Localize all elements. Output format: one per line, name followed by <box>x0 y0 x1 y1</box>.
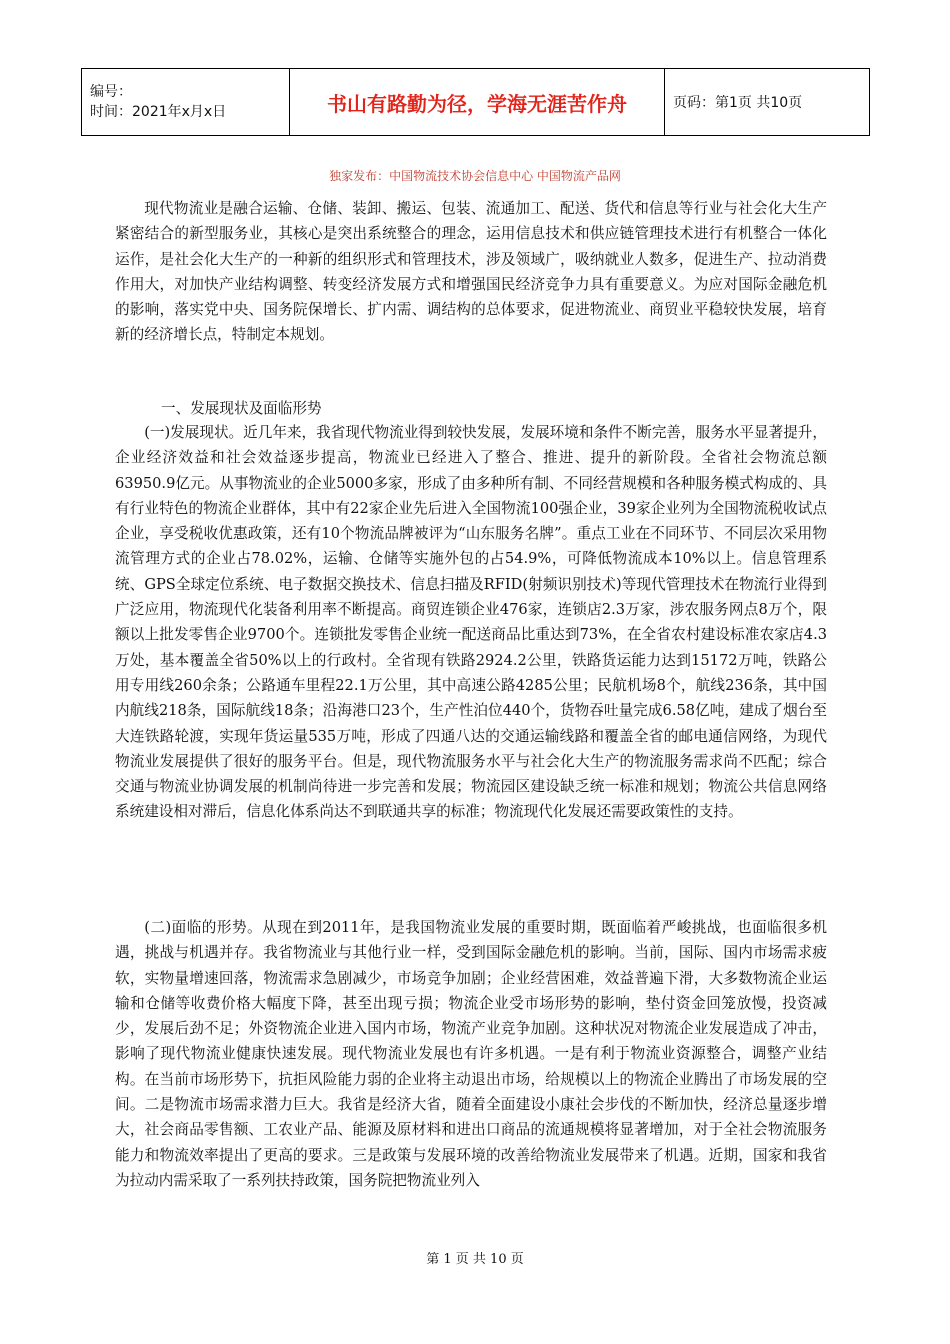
header-left-cell <box>82 69 290 136</box>
page-footer: 第 1 页 共 10 页 <box>426 1252 524 1267</box>
intro-paragraph-block <box>115 196 827 348</box>
status-paragraph-block <box>115 420 827 825</box>
header-motto: 书山有路勤为径，学海无涯苦作舟 <box>290 69 665 136</box>
document-date: 时间：2021年x月x日 <box>90 104 227 120</box>
document-number-label: 编号： <box>90 84 132 100</box>
source-line: 独家发布：中国物流技术协会信息中心 中国物流产品网 <box>329 169 621 183</box>
section-heading-1: 一、发展现状及面临形势 <box>161 400 322 417</box>
header-table <box>81 68 870 136</box>
header-page-info: 页码：第1页 共10页 <box>665 69 870 136</box>
intro-paragraph: 现代物流业是融合运输、仓储、装卸、搬运、包装、流通加工、配送、货代和信息等行业与社会化大生产紧密结合的新型服务业，其核心是突出系统整合的理念，运用信息技术和供应链管理技术进行有机整合一体化运作，是社会化大生产的一种新的组织形式和管理技术，涉及领域广，吸纳就业人数多，促进生产、拉动消费作用大，对加快产业结构调整、转变经济发展方式和增强国民经济竞争力具有重要意义。为应对国际金融危机的影响，落实党中央、国务院保增长、扩内需、调结构的总体要求，促进物流业、商贸业平稳较快发展，培育新的经济增长点，特制定本规划。 <box>115 200 827 344</box>
situation-paragraph: (二)面临的形势。从现在到2011年，是我国物流业发展的重要时期，既面临着严峻挑战，也面临很多机遇，挑战与机遇并存。我省物流业与其他行业一样，受到国际金融危机的影响。当前，国际、国内市场需求疲软，实物量增速回落，物流需求急剧减少，市场竞争加剧；企业经营困难，效益普遍下滑，大多数物流企业运输和仓储等收费价格大幅度下降，甚至出现亏损；物流企业受市场形势的影响，垫付资金回笼放慢，投资减少，发展后劲不足；外资物流企业进入国内市场，物流产业竞争加剧。这种状况对物流企业发展造成了冲击，影响了现代物流业健康快速发展。现代物流业发展也有许多机遇。一是有利于物流业资源整合，调整产业结构。在当前市场形势下，抗拒风险能力弱的企业将主动退出市场，给规模以上的物流企业腾出了市场发展的空间。二是物流市场需求潜力巨大。我省是经济大省，随着全面建设小康社会步伐的不断加快，经济总量逐步增大，社会商品零售额、工农业产品、能源及原材料和进出口商品的流通规模将显著增加，对于全社会物流服务能力和物流效率提出了更高的要求。三是政策与发展环境的改善给物流业发展带来了机遇。近期，国家和我省为拉动内需采取了一系列扶持政策，国务院把物流业列入 <box>115 919 827 1189</box>
status-paragraph: (一)发展现状。近几年来，我省现代物流业得到较快发展，发展环境和条件不断完善，服务水平显著提升，企业经济效益和社会效益逐步提高，物流业已经进入了整合、推进、提升的新阶段。全省社会物流总额63950.9亿元。从事物流业的企业5000多家，形成了由多种所有制、不同经营规模和各种服务模式构成的、具有行业特色的物流企业群体，其中有22家企业先后进入全国物流100强企业，39家企业列为全国物流税收试点企业，享受税收优惠政策，还有10个物流品牌被评为“山东服务名牌”。重点工业在不同环节、不同层次采用物流管理方式的企业占78.02%，运输、仓储等实施外包的占54.9%，可降低物流成本10%以上。信息管理系统、GPS全球定位系统、电子数据交换技术、信息扫描及RFID(射频识别技术)等现代管理技术在物流行业得到广泛应用，物流现代化装备利用率不断提高。商贸连锁企业476家，连锁店2.3万家，涉农服务网点8万个，限额以上批发零售企业9700个。连锁批发零售企业统一配送商品比重达到73%，在全省农村建设标准农家店4.3万处，基本覆盖全省50%以上的行政村。全省现有铁路2924.2公里，铁路货运能力达到15172万吨，铁路公用专用线260余条；公路通车里程22.1万公里，其中高速公路4285公里；民航机场8个，航线236条，其中国内航线218条，国际航线18条；沿海港口23个，生产性泊位440个，货物吞吐量完成6.58亿吨，建成了烟台至大连铁路轮渡，实现年货运量535万吨，形成了四通八达的交通运输线路和覆盖全省的邮电通信网络，为现代物流业发展提供了很好的服务平台。但是，现代物流服务水平与社会化大生产的物流服务需求尚不匹配；综合交通与物流业协调发展的机制尚待进一步完善和发展；物流园区建设缺乏统一标准和规划；物流公共信息网络系统建设相对滞后，信息化体系尚达不到联通共享的标准；物流现代化发展还需要政策性的支持。 <box>115 424 827 821</box>
situation-paragraph-block <box>115 915 827 1193</box>
